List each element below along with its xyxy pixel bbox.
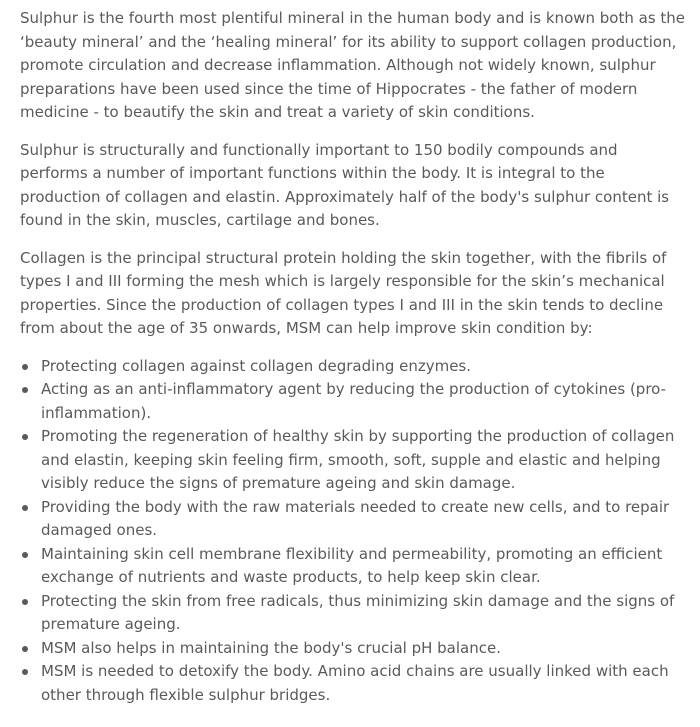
list-item-text: Acting as an anti-inflammatory agent by reducing the production of cytokines (pro-inflammation). (41, 380, 667, 422)
benefits-list (20, 355, 688, 708)
list-item (20, 543, 688, 590)
bullet-icon (22, 669, 28, 675)
list-item-text: Maintaining skin cell membrane flexibility and permeability, promoting an efficient exchange of nutrients and waste products, to help keep skin clear. (41, 544, 663, 586)
article-body (20, 0, 688, 707)
bullet-icon (22, 387, 28, 393)
bullet-icon (22, 646, 28, 652)
bullet-icon (22, 505, 28, 511)
list-item-text: Promoting the regeneration of healthy skin by supporting the production of collagen and elastin, keeping skin feeling firm, smooth, soft, supple and elastic and helping visibly reduce the signs of premature ageing and skin damage. (41, 427, 675, 492)
list-item (20, 637, 688, 661)
list-item (20, 378, 688, 425)
paragraph-collagen: Collagen is the principal structural protein holding the skin together, with the fibrils of types I and III forming the mesh which is largely responsible for the skin’s mechanical properties. Since the production of collagen types I and III in the skin tends to decline from about the age of 35 onwards, MSM can help improve skin condition by: (20, 248, 667, 337)
paragraph-sulphur-functions: Sulphur is structurally and functionally important to 150 bodily compounds and performs a number of important functions within the body. It is integral to the production of collagen and elastin. Approximately half of the body's sulphur content is found in the skin, muscles, cartilage and bones. (20, 140, 670, 229)
bullet-icon (22, 364, 28, 370)
bullet-icon (22, 599, 28, 605)
list-item (20, 590, 688, 637)
bullet-icon (22, 552, 28, 558)
list-item-text: MSM also helps in maintaining the body's crucial pH balance. (41, 638, 501, 657)
list-item (20, 660, 688, 707)
list-item-text: Providing the body with the raw materials needed to create new cells, and to repair damaged ones. (41, 497, 670, 539)
list-item (20, 355, 688, 379)
bullet-icon (22, 434, 28, 440)
list-item (20, 425, 688, 496)
list-item-text: Protecting collagen against collagen degrading enzymes. (41, 356, 472, 375)
list-item-text: Protecting the skin from free radicals, thus minimizing skin damage and the signs of premature ageing. (41, 591, 675, 633)
list-item (20, 496, 688, 543)
list-item-text: MSM is needed to detoxify the body. Amino acid chains are usually linked with each other through flexible sulphur bridges. (41, 662, 669, 704)
paragraph-intro: Sulphur is the fourth most plentiful mineral in the human body and is known both as the ‘beauty mineral’ and the ‘healing mineral’ for its ability to support collagen production, promote circulation and decrease inflammation. Although not widely known, sulphur preparations have been used since the time of Hippocrates - the father of modern medicine - to beautify the skin and treat a variety of skin conditions. (20, 9, 686, 121)
